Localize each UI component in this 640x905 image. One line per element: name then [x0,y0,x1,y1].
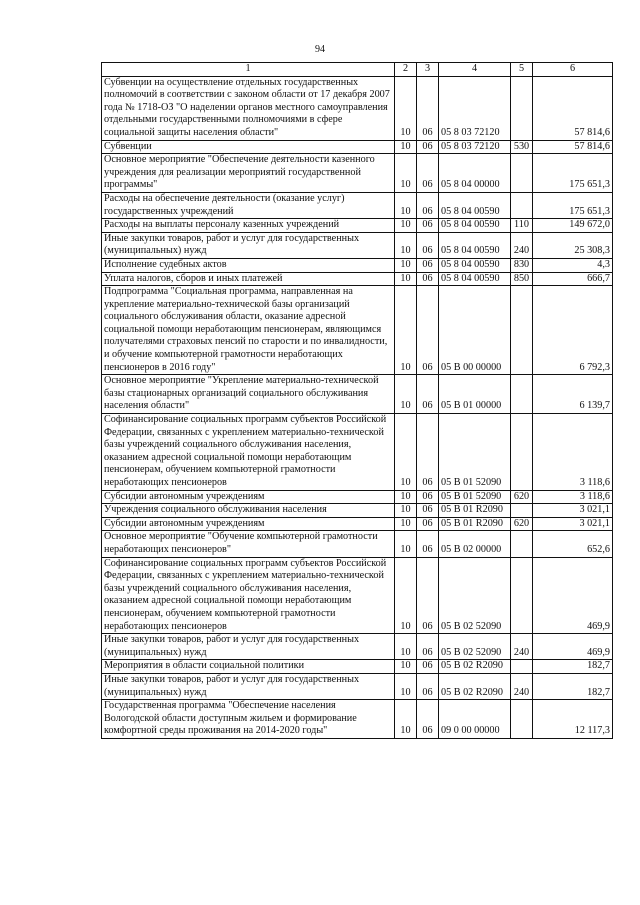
expense-type-cell: 620 [511,490,533,504]
amount-cell: 57 814,6 [533,140,613,154]
amount-cell: 6 792,3 [533,286,613,375]
amount-cell: 469,9 [533,557,613,634]
expense-type-cell [511,375,533,414]
row-name-cell: Иные закупки товаров, работ и услуг для государственных (муниципальных) нужд [102,634,395,660]
subsection-code-cell: 06 [417,272,439,286]
subsection-code-cell: 06 [417,490,439,504]
amount-cell: 652,6 [533,531,613,557]
section-code-cell: 10 [395,504,417,518]
target-article-cell: 05 B 02 52090 [439,634,511,660]
section-code-cell: 10 [395,414,417,491]
row-name-cell: Основное мероприятие "Обеспечение деятельности казенного учреждения для реализации мероприятий государственной программы" [102,154,395,193]
row-name-cell: Мероприятия в области социальной политики [102,660,395,674]
budget-table [101,62,613,739]
row-name-cell: Иные закупки товаров, работ и услуг для государственных (муниципальных) нужд [102,673,395,699]
target-article-cell: 05 B 01 52090 [439,414,511,491]
target-article-cell: 05 8 04 00000 [439,154,511,193]
expense-type-cell [511,76,533,140]
row-name-cell: Исполнение судебных актов [102,258,395,272]
amount-cell: 175 651,3 [533,192,613,218]
amount-cell: 12 117,3 [533,700,613,739]
amount-cell: 149 672,0 [533,219,613,233]
section-code-cell: 10 [395,517,417,531]
table-row [102,192,613,218]
section-code-cell: 10 [395,232,417,258]
subsection-code-cell: 06 [417,414,439,491]
expense-type-cell [511,557,533,634]
target-article-cell: 05 B 02 52090 [439,557,511,634]
header-col-1: 1 [102,63,395,77]
amount-cell: 3 021,1 [533,504,613,518]
subsection-code-cell: 06 [417,673,439,699]
expense-type-cell [511,192,533,218]
row-name-cell: Субвенции [102,140,395,154]
expense-type-cell [511,660,533,674]
target-article-cell: 05 B 02 R2090 [439,673,511,699]
section-code-cell: 10 [395,286,417,375]
row-name-cell: Уплата налогов, сборов и иных платежей [102,272,395,286]
header-col-5: 5 [511,63,533,77]
subsection-code-cell: 06 [417,258,439,272]
row-name-cell: Основное мероприятие "Укрепление материально-технической базы стационарных организаций социального обслуживания населения области" [102,375,395,414]
table-row [102,232,613,258]
amount-cell: 182,7 [533,673,613,699]
table-row [102,504,613,518]
header-col-6: 6 [533,63,613,77]
row-name-cell: Софинансирование социальных программ субъектов Российской Федерации, связанных с укреплением материально-технической базы учреждений социального обслуживания населения, оказанием адресной социальной помощи неработающим пенсионерам, обучением компьютерной грамотности неработающих пенсионеров [102,557,395,634]
table-row [102,219,613,233]
section-code-cell: 10 [395,634,417,660]
table-row [102,517,613,531]
section-code-cell: 10 [395,660,417,674]
row-name-cell: Субвенции на осуществление отдельных государственных полномочий в соответствии с законом области от 17 декабря 2007 года № 1718-ОЗ "О наделении органов местного самоуправления отдельными государственными полномочиями в сфере социальной защиты населения области" [102,76,395,140]
section-code-cell: 10 [395,531,417,557]
table-row [102,634,613,660]
expense-type-cell [511,286,533,375]
row-name-cell: Иные закупки товаров, работ и услуг для государственных (муниципальных) нужд [102,232,395,258]
section-code-cell: 10 [395,219,417,233]
subsection-code-cell: 06 [417,517,439,531]
section-code-cell: 10 [395,258,417,272]
expense-type-cell: 850 [511,272,533,286]
subsection-code-cell: 06 [417,154,439,193]
expense-type-cell: 240 [511,232,533,258]
target-article-cell: 05 B 01 R2090 [439,517,511,531]
target-article-cell: 05 B 01 R2090 [439,504,511,518]
row-name-cell: Субсидии автономным учреждениям [102,490,395,504]
table-row [102,154,613,193]
row-name-cell: Учреждения социального обслуживания населения [102,504,395,518]
expense-type-cell: 830 [511,258,533,272]
expense-type-cell: 240 [511,673,533,699]
section-code-cell: 10 [395,557,417,634]
amount-cell: 3 118,6 [533,414,613,491]
section-code-cell: 10 [395,192,417,218]
expense-type-cell: 620 [511,517,533,531]
expense-type-cell: 240 [511,634,533,660]
header-col-3: 3 [417,63,439,77]
table-row [102,414,613,491]
target-article-cell: 09 0 00 00000 [439,700,511,739]
row-name-cell: Расходы на обеспечение деятельности (оказание услуг) государственных учреждений [102,192,395,218]
subsection-code-cell: 06 [417,219,439,233]
table-row [102,531,613,557]
amount-cell: 182,7 [533,660,613,674]
subsection-code-cell: 06 [417,634,439,660]
row-name-cell: Софинансирование социальных программ субъектов Российской Федерации, связанных с укреплением материально-технической базы учреждений социального обслуживания населения, оказанием адресной социальной помощи неработающим пенсионерам, обучением компьютерной грамотности неработающих пенсионеров [102,414,395,491]
expense-type-cell: 110 [511,219,533,233]
expense-type-cell [511,531,533,557]
amount-cell: 3 021,1 [533,517,613,531]
amount-cell: 175 651,3 [533,154,613,193]
amount-cell: 6 139,7 [533,375,613,414]
table-row [102,557,613,634]
subsection-code-cell: 06 [417,192,439,218]
table-row [102,76,613,140]
amount-cell: 3 118,6 [533,490,613,504]
target-article-cell: 05 B 01 52090 [439,490,511,504]
row-name-cell: Субсидии автономным учреждениям [102,517,395,531]
amount-cell: 469,9 [533,634,613,660]
target-article-cell: 05 8 04 00590 [439,219,511,233]
amount-cell: 666,7 [533,272,613,286]
subsection-code-cell: 06 [417,286,439,375]
subsection-code-cell: 06 [417,504,439,518]
section-code-cell: 10 [395,490,417,504]
subsection-code-cell: 06 [417,76,439,140]
table-header-row [102,63,613,77]
table-row [102,140,613,154]
target-article-cell: 05 B 01 00000 [439,375,511,414]
table-row [102,673,613,699]
expense-type-cell [511,154,533,193]
expense-type-cell: 530 [511,140,533,154]
section-code-cell: 10 [395,272,417,286]
expense-type-cell [511,700,533,739]
target-article-cell: 05 8 04 00590 [439,258,511,272]
subsection-code-cell: 06 [417,700,439,739]
subsection-code-cell: 06 [417,140,439,154]
subsection-code-cell: 06 [417,660,439,674]
subsection-code-cell: 06 [417,557,439,634]
subsection-code-cell: 06 [417,531,439,557]
target-article-cell: 05 8 03 72120 [439,76,511,140]
target-article-cell: 05 8 04 00590 [439,192,511,218]
section-code-cell: 10 [395,140,417,154]
amount-cell: 4,3 [533,258,613,272]
section-code-cell: 10 [395,375,417,414]
target-article-cell: 05 8 04 00590 [439,232,511,258]
section-code-cell: 10 [395,700,417,739]
target-article-cell: 05 8 03 72120 [439,140,511,154]
section-code-cell: 10 [395,76,417,140]
subsection-code-cell: 06 [417,375,439,414]
table-row [102,660,613,674]
target-article-cell: 05 B 02 00000 [439,531,511,557]
section-code-cell: 10 [395,154,417,193]
table-row [102,700,613,739]
row-name-cell: Подпрограмма "Социальная программа, направленная на укрепление материально-технической базы организаций социального обслуживания области, оказание адресной социальной помощи неработающим пенсионерам, являющимся получателями страховых пенсий по старости и по инвалидности, и обучение компьютерной грамотности неработающих пенсионеров в 2016 году" [102,286,395,375]
table-row [102,286,613,375]
subsection-code-cell: 06 [417,232,439,258]
target-article-cell: 05 B 00 00000 [439,286,511,375]
amount-cell: 57 814,6 [533,76,613,140]
row-name-cell: Расходы на выплаты персоналу казенных учреждений [102,219,395,233]
header-col-4: 4 [439,63,511,77]
page-number: 94 [315,44,325,55]
row-name-cell: Основное мероприятие "Обучение компьютерной грамотности неработающих пенсионеров" [102,531,395,557]
table-row [102,490,613,504]
amount-cell: 25 308,3 [533,232,613,258]
expense-type-cell [511,504,533,518]
table-row [102,375,613,414]
table-row [102,258,613,272]
target-article-cell: 05 B 02 R2090 [439,660,511,674]
row-name-cell: Государственная программа "Обеспечение населения Вологодской области доступным жильем и формирование комфортной среды проживания на 2014-2020 годы" [102,700,395,739]
section-code-cell: 10 [395,673,417,699]
target-article-cell: 05 8 04 00590 [439,272,511,286]
header-col-2: 2 [395,63,417,77]
expense-type-cell [511,414,533,491]
table-row [102,272,613,286]
